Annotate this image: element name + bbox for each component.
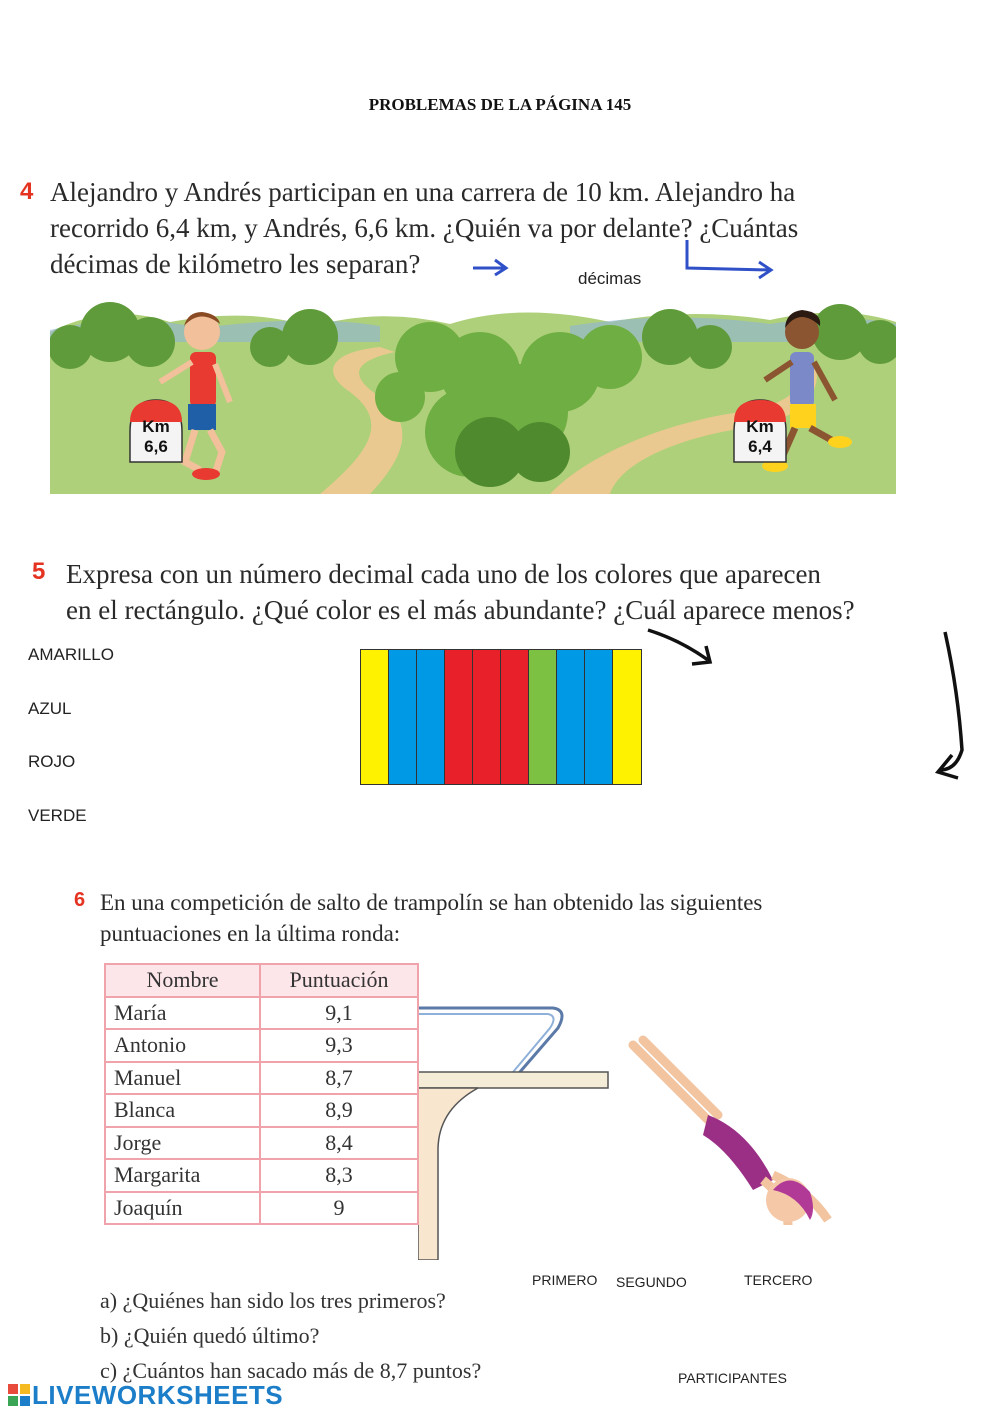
label-participantes: PARTICIPANTES xyxy=(678,1370,787,1386)
cell-score: 8,4 xyxy=(260,1127,418,1160)
cell-score: 8,3 xyxy=(260,1159,418,1192)
problem-4-line: décimas de kilómetro les separan? xyxy=(50,249,421,279)
table-row xyxy=(105,1062,418,1095)
liveworksheets-logo-icon xyxy=(8,1384,30,1406)
problem-5-line: en el rectángulo. ¿Qué color es el más abundante? ¿Cuál aparece menos? xyxy=(66,595,855,625)
diver-icon xyxy=(633,1040,828,1225)
problem-4-number: 4 xyxy=(20,178,34,205)
color-rectangle xyxy=(360,649,642,785)
label-primero: PRIMERO xyxy=(532,1272,598,1288)
label-tercero: TERCERO xyxy=(744,1272,813,1288)
color-strip-blue xyxy=(417,650,445,784)
cell-name: Blanca xyxy=(105,1094,260,1127)
km-marker-left-value: 6,6 xyxy=(144,437,168,456)
score-table-wrapper xyxy=(104,963,419,1225)
km-marker-right-value: 6,4 xyxy=(748,437,772,456)
color-label-rojo: ROJO xyxy=(28,752,76,771)
km-marker-left-label: Km xyxy=(142,417,170,436)
question-c: c) ¿Cuántos han sacado más de 8,7 puntos? xyxy=(100,1358,482,1383)
color-strip-blue xyxy=(389,650,417,784)
question-a: a) ¿Quiénes han sido los tres primeros? xyxy=(100,1288,446,1313)
color-strip-red xyxy=(445,650,473,784)
color-label-amarillo: AMARILLO xyxy=(28,645,114,664)
blue-arrows-icon xyxy=(465,235,785,285)
cell-name: María xyxy=(105,997,260,1030)
problem-4-line: Alejandro y Andrés participan en una carrera de 10 km. Alejandro ha xyxy=(50,177,796,207)
problem-5-line: Expresa con un número decimal cada uno de los colores que aparecen xyxy=(66,559,821,589)
problem-6-text xyxy=(100,887,920,949)
color-strip-red xyxy=(473,650,501,784)
cell-name: Antonio xyxy=(105,1029,260,1062)
cell-score: 9,1 xyxy=(260,997,418,1030)
decimas-annotation: décimas xyxy=(578,269,642,288)
cell-name: Margarita xyxy=(105,1159,260,1192)
label-segundo: SEGUNDO xyxy=(616,1274,687,1290)
black-arrows-icon xyxy=(640,620,1000,790)
problem-6-number: 6 xyxy=(74,889,86,911)
cell-name: Manuel xyxy=(105,1062,260,1095)
cell-score: 8,9 xyxy=(260,1094,418,1127)
liveworksheets-brand: LIVEWORKSHEETS xyxy=(32,1380,284,1410)
table-row xyxy=(105,1127,418,1160)
page-title: PROBLEMAS DE LA PÁGINA 145 xyxy=(368,95,632,114)
problem-6-line: En una competición de salto de trampolín se han obtenido las siguientes xyxy=(100,890,763,915)
color-label-azul: AZUL xyxy=(28,699,72,718)
table-row xyxy=(105,1192,418,1225)
problem-5-number: 5 xyxy=(32,558,46,585)
race-illustration xyxy=(50,302,896,494)
cell-name: Joaquín xyxy=(105,1192,260,1225)
color-strip-yellow xyxy=(361,650,389,784)
problem-4-line: recorrido 6,4 km, y Andrés, 6,6 km. ¿Quién va por delante? ¿Cuántas xyxy=(50,213,799,243)
cell-name: Jorge xyxy=(105,1127,260,1160)
km-marker-right-label: Km xyxy=(746,417,774,436)
problem-6-line: puntuaciones en la última ronda: xyxy=(100,921,401,946)
score-table xyxy=(104,963,419,1225)
question-b: b) ¿Quién quedó último? xyxy=(100,1323,320,1348)
table-row xyxy=(105,997,418,1030)
color-strip-red xyxy=(501,650,529,784)
cell-score: 8,7 xyxy=(260,1062,418,1095)
table-row xyxy=(105,1094,418,1127)
cell-score: 9,3 xyxy=(260,1029,418,1062)
table-row xyxy=(105,1029,418,1062)
color-strip-green xyxy=(529,650,557,784)
table-header-row xyxy=(105,964,418,997)
table-row xyxy=(105,1159,418,1192)
cell-score: 9 xyxy=(260,1192,418,1225)
color-strip-yellow xyxy=(613,650,641,784)
color-label-verde: VERDE xyxy=(28,806,87,825)
problem-5-text xyxy=(66,556,986,628)
color-strip-blue xyxy=(585,650,613,784)
column-header-puntuacion: Puntuación xyxy=(260,964,418,997)
column-header-nombre: Nombre xyxy=(105,964,260,997)
diving-illustration xyxy=(418,1000,858,1260)
color-strip-blue xyxy=(557,650,585,784)
